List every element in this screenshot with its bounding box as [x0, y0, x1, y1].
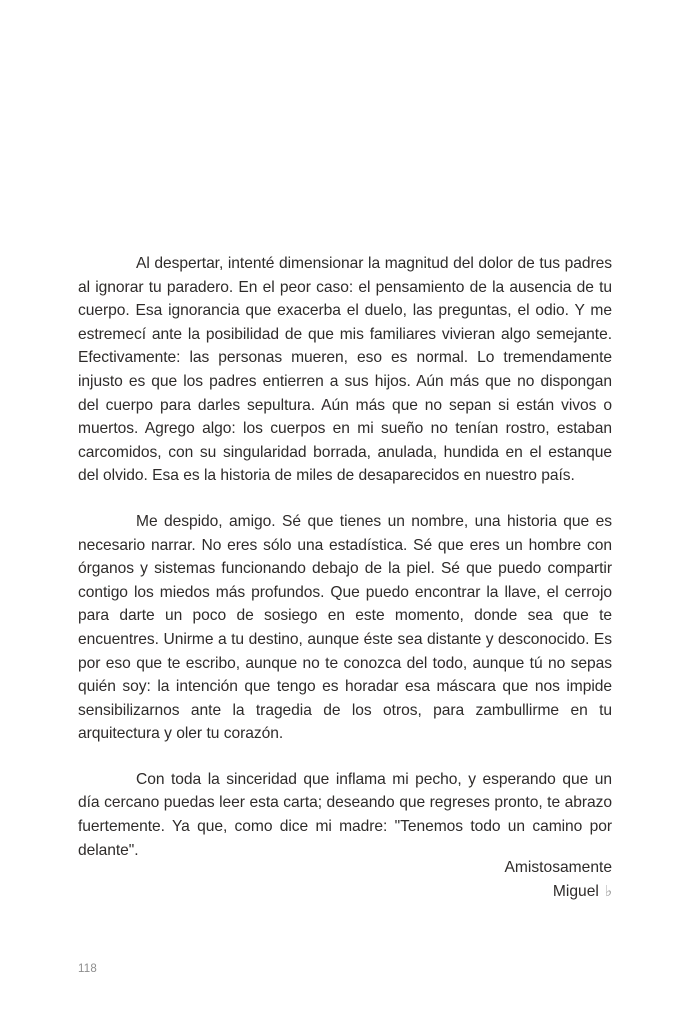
flat-note-mark-icon: ♭: [604, 882, 612, 900]
body-text-column: [78, 252, 612, 862]
page-number: 118: [78, 963, 97, 975]
signature-name: Miguel: [552, 882, 599, 900]
body-paragraph-3: Con toda la sinceridad que inflama mi pecho, y esperando que un día cercano puedas leer esta carta; deseando que regreses pronto, te abrazo fuertemente. Ya que, como dice mi madre: "Tenemos todo un camino por delante".: [78, 770, 612, 859]
signature-name-row: [78, 880, 612, 904]
body-paragraph-1: Al despertar, intenté dimensionar la magnitud del dolor de tus padres al ignorar tu paradero. En el peor caso: el pensamiento de la ausencia de tu cuerpo. Esa ignorancia que exacerba el duelo, las preguntas, el odio. Y me estremecí ante la posibilidad de que mis familiares vivieran algo semejante. Efectivamente: las personas mueren, eso es normal. Lo tremendamente injusto es que los padres entierren a sus hijos. Aún más que no dispongan del cuerpo para darles sepultura. Aún más que no sepan si están vivos o muertos. Agrego algo: los cuerpos en mi sueño no tenían rostro, estaban carcomidos, con su singularidad borrada, anulada, hundida en el estanque del olvido. Esa es la historia de miles de desaparecidos en nuestro país.: [78, 255, 612, 485]
signature-closing: Amistosamente: [504, 859, 612, 876]
signature-block: [78, 856, 612, 903]
body-paragraph-2: Me despido, amigo. Sé que tienes un nombre, una historia que es necesario narrar. No eres sólo una estadística. Sé que eres un hombre con órganos y sistemas funcionando debajo de la piel. Sé que puedo compartir contigo los miedos más profundos. Que puedo encontrar la llave, el cerrojo para darte un poco de sosiego en este momento, donde sea que te encuentres. Unirme a tu destino, aunque éste sea distante y desconocido. Es por eso que te escribo, aunque no te conozca del todo, aunque tú no sepas quién soy: la intención que tengo es horadar esa máscara que nos impide sensibilizarnos ante la tragedia de los otros, para zambullirme en tu arquitectura y oler tu corazón.: [78, 512, 612, 743]
